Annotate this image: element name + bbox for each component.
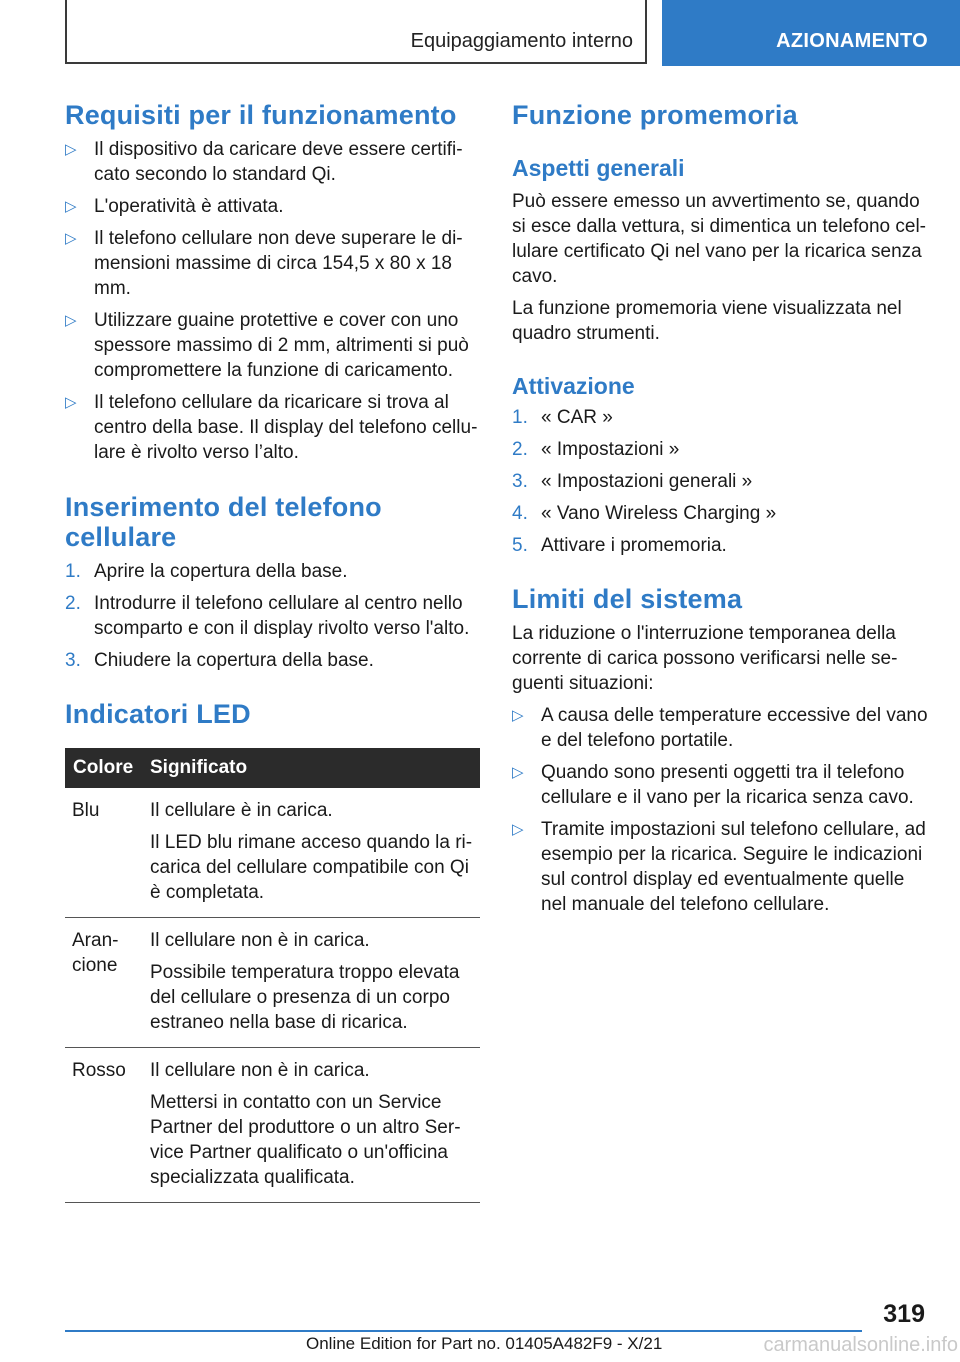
list-item-text: A causa delle temperature eccessive del vano e del telefono portatile. xyxy=(541,705,928,751)
list-item-text: Utilizzare guaine protettive e cover con uno spessore massimo di 2 mm, altrimenti si può compromettere la funzione di caricamento. xyxy=(94,310,469,381)
page-number: 319 xyxy=(883,1300,925,1328)
watermark: carmanualsonline.info xyxy=(763,1334,958,1356)
cell-colore: Arancione xyxy=(65,918,150,1048)
edition-text: Online Edition for Part no. 01405A482F9 - X/21 xyxy=(306,1334,663,1353)
table-header-row xyxy=(65,748,480,788)
cell-significato xyxy=(150,788,480,918)
list-item-text: Il dispositivo da caricare deve essere certificato secondo lo standard Qi. xyxy=(94,139,463,185)
step-number: 4. xyxy=(512,503,528,524)
cell-significato xyxy=(150,918,480,1048)
table-row xyxy=(65,788,480,918)
step-text: « CAR » xyxy=(541,407,613,428)
cell-line: Mettersi in contatto con un Service Partner del produttore o un altro Service Partner qualificato o un'officina specializzata qualificata. xyxy=(150,1092,461,1188)
step-number: 3. xyxy=(512,471,528,492)
list-item xyxy=(512,703,932,753)
cell-line: Il cellulare non è in carica. xyxy=(150,1060,370,1081)
section-tab xyxy=(662,0,960,66)
list-item xyxy=(512,760,932,810)
triangle-bullet-icon: ▷ xyxy=(512,821,524,838)
list-item xyxy=(65,390,480,465)
list-item xyxy=(65,194,480,219)
triangle-bullet-icon: ▷ xyxy=(512,764,524,781)
column-header-colore: Colore xyxy=(65,748,150,788)
requisiti-list xyxy=(65,137,480,465)
step-text: « Impostazioni generali » xyxy=(541,471,753,492)
list-item-text: Tramite impostazioni sul telefono cellulare, ad esempio per la ricarica. Seguire le indicazioni sul control display ed eventualmente quelle nel manuale del telefono cellulare. xyxy=(541,819,926,915)
step-item xyxy=(65,648,480,673)
list-item xyxy=(512,817,932,917)
cell-line: Il LED blu rimane acceso quando la ricarica del cellulare compatibile con Qi è completata. xyxy=(150,832,473,903)
cell-colore: Rosso xyxy=(65,1048,150,1203)
list-item-text: L'operatività è attivata. xyxy=(94,196,284,217)
list-item-text: Il telefono cellulare non deve superare le dimensioni massime di circa 154,5 x 80 x 18 mm. xyxy=(94,228,463,299)
cell-significato xyxy=(150,1048,480,1203)
heading-promemoria: Funzione promemoria xyxy=(512,100,798,130)
list-item-text: Quando sono presenti oggetti tra il telefono cellulare e il vano per la ricarica senza cavo. xyxy=(541,762,914,808)
step-item xyxy=(512,501,932,526)
triangle-bullet-icon: ▷ xyxy=(512,707,524,724)
step-text: Introdurre il telefono cellulare al centro nello scomparto e con il display rivolto verso l'alto. xyxy=(94,593,470,639)
list-item-text: Il telefono cellulare da ricaricare si trova al centro della base. Il display del telefono cellulare è rivolto verso l’alto. xyxy=(94,392,478,463)
led-table xyxy=(65,748,480,1203)
paragraph-limiti: La riduzione o l'interruzione temporanea della corrente di carica possono verificarsi nelle seguenti situazioni: xyxy=(512,623,898,694)
step-item xyxy=(512,469,932,494)
cell-line: Il cellulare non è in carica. xyxy=(150,930,370,951)
triangle-bullet-icon: ▷ xyxy=(65,198,77,215)
list-item xyxy=(65,308,480,383)
step-item xyxy=(512,405,932,430)
step-item xyxy=(65,559,480,584)
step-text: « Vano Wireless Charging » xyxy=(541,503,777,524)
step-number: 2. xyxy=(512,439,528,460)
footer-divider xyxy=(65,1330,862,1332)
triangle-bullet-icon: ▷ xyxy=(65,394,77,411)
attivazione-steps xyxy=(512,405,932,558)
heading-indicatori: Indicatori LED xyxy=(65,699,251,729)
triangle-bullet-icon: ▷ xyxy=(65,141,77,158)
paragraph-aspetti: Può essere emesso un avvertimento se, quando si esce dalla vettura, si dimentica un telefono cellulare certificato Qi nel vano per la ricarica senza cavo. xyxy=(512,191,926,287)
inserimento-steps xyxy=(65,559,480,673)
step-number: 1. xyxy=(512,407,528,428)
step-item xyxy=(65,591,480,641)
step-number: 3. xyxy=(65,650,81,671)
paragraph-visualizzata: La funzione promemoria viene visualizzata nel quadro strumenti. xyxy=(512,298,902,344)
cell-line: Possibile temperatura troppo elevata del cellulare o presenza di un corpo estraneo nella base di ricarica. xyxy=(150,962,460,1033)
heading-requisiti: Requisiti per il funzionamento xyxy=(65,100,457,130)
page-header xyxy=(0,0,960,66)
cell-colore: Blu xyxy=(65,788,150,918)
triangle-bullet-icon: ▷ xyxy=(65,312,77,329)
step-item xyxy=(512,533,932,558)
right-column xyxy=(512,100,932,917)
subheading-aspetti: Aspetti generali xyxy=(512,155,685,181)
step-number: 1. xyxy=(65,561,81,582)
heading-inserimento: Inserimento del telefono cellulare xyxy=(65,492,382,552)
column-header-significato: Significato xyxy=(150,748,480,788)
step-text: Aprire la copertura della base. xyxy=(94,561,348,582)
chapter-tab xyxy=(65,0,647,64)
chapter-title: Equipaggiamento interno xyxy=(410,30,633,52)
step-item xyxy=(512,437,932,462)
table-row xyxy=(65,1048,480,1203)
cell-line: Il cellulare è in carica. xyxy=(150,800,333,821)
section-title: AZIONAMENTO xyxy=(776,30,928,52)
step-text: Attivare i promemoria. xyxy=(541,535,727,556)
step-text: Chiudere la copertura della base. xyxy=(94,650,374,671)
triangle-bullet-icon: ▷ xyxy=(65,230,77,247)
left-column xyxy=(65,100,480,1203)
heading-limiti: Limiti del sistema xyxy=(512,584,743,614)
table-row xyxy=(65,918,480,1048)
list-item xyxy=(65,137,480,187)
limiti-list xyxy=(512,703,932,917)
step-number: 2. xyxy=(65,593,81,614)
subheading-attivazione: Attivazione xyxy=(512,373,635,399)
step-number: 5. xyxy=(512,535,528,556)
step-text: « Impostazioni » xyxy=(541,439,680,460)
list-item xyxy=(65,226,480,301)
